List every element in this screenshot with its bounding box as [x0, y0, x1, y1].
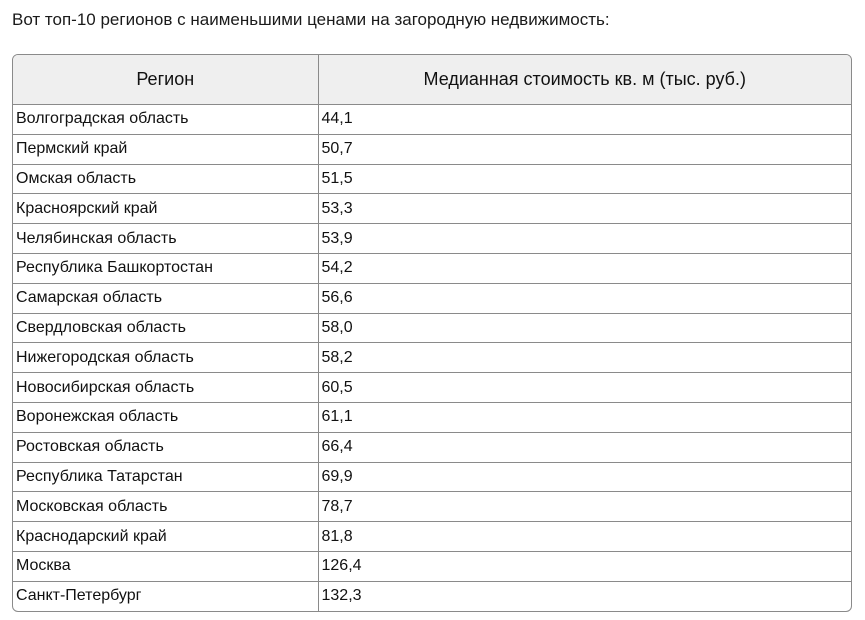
price-cell: 81,8 [318, 522, 851, 552]
column-header-price: Медианная стоимость кв. м (тыс. руб.) [318, 55, 851, 105]
table-body [13, 105, 851, 611]
table-row [13, 253, 851, 283]
table-row [13, 373, 851, 403]
price-cell: 58,0 [318, 313, 851, 343]
table-row [13, 343, 851, 373]
column-header-region: Регион [13, 55, 318, 105]
region-cell: Санкт-Петербург [16, 587, 142, 605]
region-cell: Московская область [13, 492, 318, 522]
region-cell: Республика Татарстан [13, 462, 318, 492]
price-table [13, 55, 851, 611]
price-cell: 78,7 [318, 492, 851, 522]
table-row [13, 283, 851, 313]
region-cell: Ростовская область [13, 432, 318, 462]
table-row [13, 402, 851, 432]
region-cell: Республика Башкортостан [13, 253, 318, 283]
price-cell: 66,4 [318, 432, 851, 462]
price-cell: 58,2 [318, 343, 851, 373]
region-cell: Волгоградская область [13, 105, 318, 135]
price-cell: 53,9 [318, 224, 851, 254]
region-cell: Красноярский край [13, 194, 318, 224]
region-cell: Свердловская область [13, 313, 318, 343]
table-row [13, 432, 851, 462]
price-cell: 50,7 [318, 134, 851, 164]
table-row [13, 313, 851, 343]
price-cell: 54,2 [318, 253, 851, 283]
table-row [13, 105, 851, 135]
table-row [13, 164, 851, 194]
table-row [13, 522, 851, 552]
table-row [13, 194, 851, 224]
region-cell: Краснодарский край [13, 522, 318, 552]
region-cell: Омская область [13, 164, 318, 194]
price-cell: 56,6 [318, 283, 851, 313]
region-cell: Москва [13, 551, 318, 581]
region-cell: Челябинская область [13, 224, 318, 254]
price-cell: 60,5 [318, 373, 851, 403]
price-cell: 51,5 [318, 164, 851, 194]
price-cell: 53,3 [318, 194, 851, 224]
price-cell: 44,1 [318, 105, 851, 135]
table-header [13, 55, 851, 105]
table-row [13, 134, 851, 164]
data-table-container [12, 54, 852, 612]
price-cell: 132,3 [318, 581, 851, 610]
table-row [13, 462, 851, 492]
region-cell: Нижегородская область [13, 343, 318, 373]
table-row [13, 492, 851, 522]
table-row [13, 551, 851, 581]
table-row [13, 581, 851, 610]
intro-text: Вот топ-10 регионов с наименьшими ценами на загородную недвижимость: [12, 10, 610, 29]
region-cell: Новосибирская область [13, 373, 318, 403]
price-cell: 69,9 [318, 462, 851, 492]
region-cell: Самарская область [13, 283, 318, 313]
region-cell: Воронежская область [13, 402, 318, 432]
price-cell: 126,4 [318, 551, 851, 581]
price-cell: 61,1 [318, 402, 851, 432]
table-row [13, 224, 851, 254]
region-cell: Пермский край [13, 134, 318, 164]
